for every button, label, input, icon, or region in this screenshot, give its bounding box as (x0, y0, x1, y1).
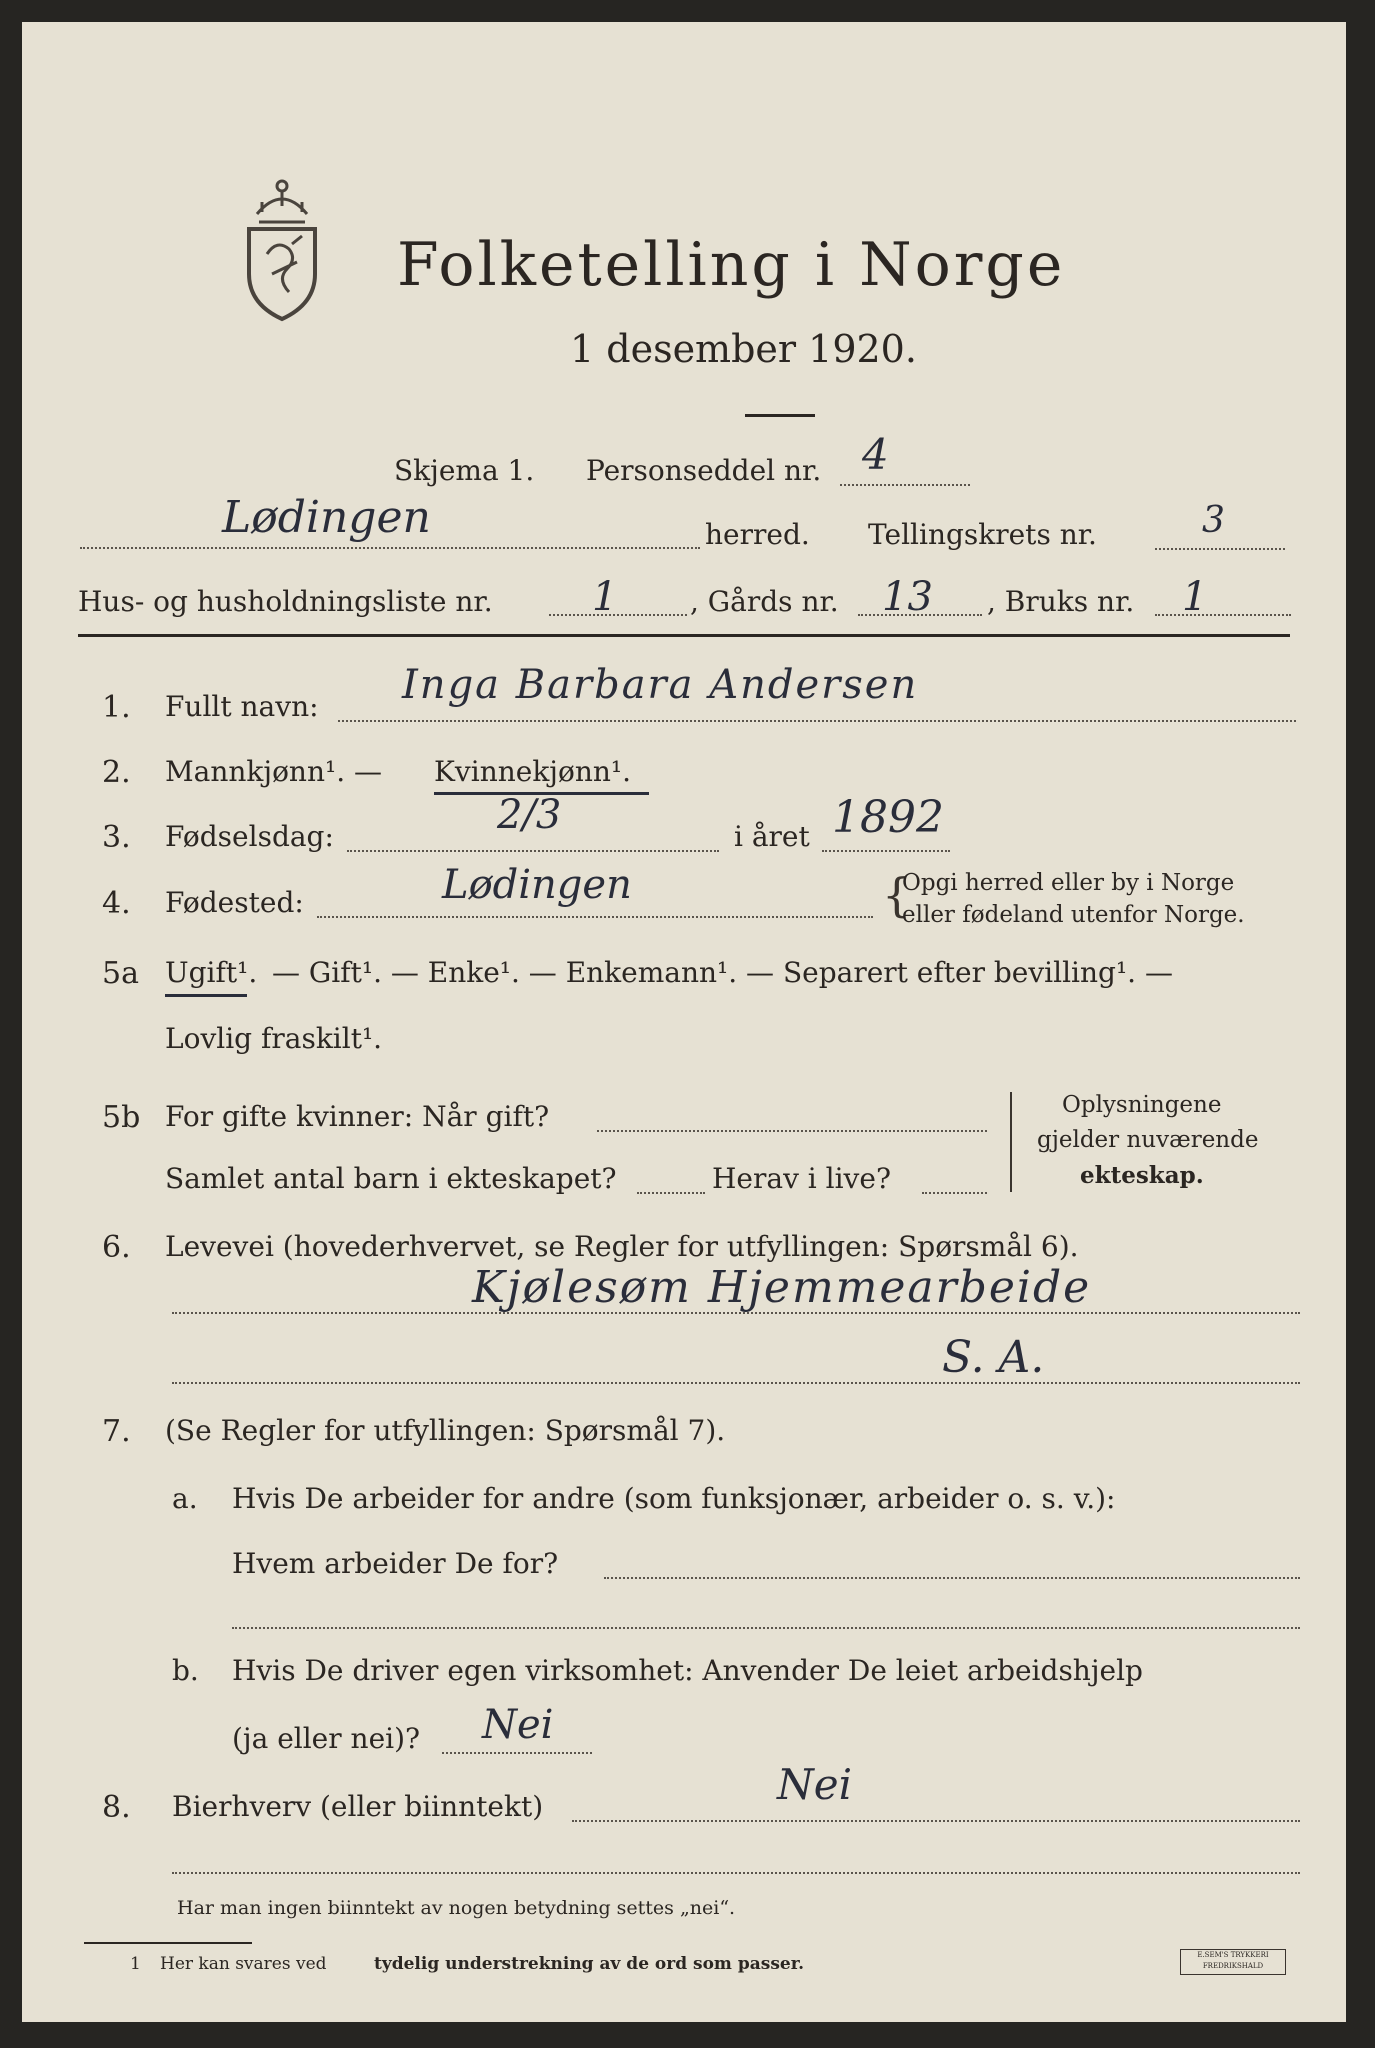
q6-label: Levevei (hovederhvervet, se Regler for utfyllingen: Spørsmål 6). (165, 1230, 1079, 1263)
q5a-fraskilt[interactable]: Lovlig fraskilt¹. (165, 1022, 383, 1055)
q8-line-1 (572, 1820, 1300, 1822)
q5b-label-3: Herav i live? (712, 1162, 891, 1195)
printer-city: FREDRIKSHALD (1202, 1962, 1264, 1970)
q5a-options[interactable]: — Gift¹. — Enke¹. — Enkemann¹. — Separert efter bevilling¹. — (272, 956, 1173, 989)
q2-mann[interactable]: Mannkjønn¹. — (165, 755, 383, 788)
q1-value[interactable]: Inga Barbara Andersen (402, 662, 919, 708)
q3-year-label: i året (734, 820, 810, 853)
tellingskrets-label: Tellingskrets nr. (868, 518, 1097, 551)
q7b-value[interactable]: Nei (482, 1702, 554, 1748)
q7b-label: Hvis De driver egen virksomhet: Anvender De leiet arbeidshjelp (232, 1654, 1143, 1687)
q6-line-2 (172, 1382, 1300, 1384)
q3-value[interactable]: 2/3 (497, 792, 562, 838)
hus-value[interactable]: 1 (592, 574, 618, 620)
q3-line (347, 850, 719, 852)
q5b-note-2: gjelder nuværende (1037, 1127, 1259, 1153)
q3-year-value[interactable]: 1892 (832, 792, 944, 843)
q7b-label-2: (ja eller nei)? (232, 1722, 421, 1755)
q1-line (338, 720, 1296, 722)
census-date: 1 desember 1920. (570, 327, 917, 371)
q8-label: Bierhverv (eller biinntekt) (172, 1790, 544, 1823)
q6-value-1[interactable]: Kjølesøm Hjemmearbeide (472, 1262, 1092, 1313)
q6-number: 6. (102, 1230, 131, 1265)
herred-label: herred. (705, 518, 810, 551)
footnote-mark: 1 (130, 1954, 141, 1974)
q5b-number: 5b (102, 1100, 141, 1135)
q1-number: 1. (102, 690, 131, 725)
printer-name: E.SEM'S TRYKKERI (1197, 1951, 1269, 1959)
q3-number: 3. (102, 820, 131, 855)
tellingskrets-value[interactable]: 3 (1202, 500, 1225, 541)
title-divider (745, 414, 815, 417)
q4-note-1: Opgi herred eller by i Norge (902, 870, 1235, 896)
q7-number: 7. (102, 1414, 131, 1449)
header-rule (78, 634, 1290, 637)
q3-year-line (822, 850, 950, 852)
q7-label: (Se Regler for utfyllingen: Spørsmål 7). (165, 1414, 726, 1447)
footnote-text-a: Her kan svares ved (160, 1954, 327, 1974)
gards-label: , Gårds nr. (690, 585, 839, 618)
q8-value[interactable]: Nei (777, 1760, 853, 1809)
q4-note-2: eller fødeland utenfor Norge. (902, 902, 1245, 928)
q2-number: 2. (102, 755, 131, 790)
q5b-bracket (1010, 1092, 1012, 1192)
q8-number: 8. (102, 1790, 131, 1825)
q5b-label-1: For gifte kvinner: Når gift? (165, 1100, 550, 1133)
q5b-barn-line (637, 1192, 705, 1194)
q7a-line-2 (232, 1627, 1300, 1629)
personseddel-label: Personseddel nr. (586, 454, 822, 487)
q7a-label-2: Hvem arbeider De for? (232, 1547, 559, 1580)
coat-of-arms-icon (227, 174, 337, 324)
q4-brace: { (882, 868, 912, 922)
printer-stamp (1180, 1949, 1286, 1975)
personseddel-value[interactable]: 4 (862, 430, 889, 479)
herred-line (80, 547, 700, 549)
q5b-live-line (922, 1192, 987, 1194)
skjema-label: Skjema 1. (394, 454, 535, 487)
q4-line (317, 916, 873, 918)
bruks-line (1155, 614, 1291, 616)
q8-line-2 (172, 1872, 1300, 1874)
q5a-ugift[interactable]: Ugift¹. (165, 956, 258, 989)
q5a-number: 5a (102, 956, 139, 991)
footnote-text-b: tydelig understrekning av de ord som passer. (374, 1954, 805, 1974)
q7a-label: Hvis De arbeider for andre (som funksjonær, arbeider o. s. v.): (232, 1482, 1116, 1515)
hus-line (549, 614, 687, 616)
footnote-rule (84, 1942, 252, 1944)
q7b-letter: b. (172, 1654, 199, 1687)
q1-label: Fullt navn: (165, 690, 319, 723)
q4-value[interactable]: Lødingen (442, 862, 632, 908)
bruks-value[interactable]: 1 (1182, 574, 1208, 620)
census-form-page (22, 22, 1346, 2022)
q3-label: Fødselsdag: (165, 820, 334, 853)
q4-number: 4. (102, 886, 131, 921)
form-title: Folketelling i Norge (397, 230, 1066, 300)
q5b-label-2: Samlet antal barn i ekteskapet? (165, 1162, 617, 1195)
hus-label: Hus- og husholdningsliste nr. (78, 585, 493, 618)
q7a-line-1 (604, 1577, 1300, 1579)
herred-value[interactable]: Lødingen (222, 492, 431, 543)
q7b-line (442, 1752, 592, 1754)
q2-kvinne[interactable]: Kvinnekjønn¹. (434, 755, 632, 788)
tellingskrets-line (1155, 548, 1285, 550)
q5b-note-1: Oplysningene (1062, 1092, 1222, 1118)
q5b-gift-line (597, 1130, 987, 1132)
bruks-label: , Bruks nr. (987, 585, 1135, 618)
q5b-note-3: ekteskap. (1080, 1162, 1204, 1189)
q5a-underline (165, 994, 247, 997)
gards-value[interactable]: 13 (882, 574, 933, 620)
q4-label: Fødested: (165, 886, 304, 919)
footer-note: Har man ingen biinntekt av nogen betydning settes „nei“. (177, 1897, 736, 1919)
q7a-letter: a. (172, 1482, 198, 1515)
q6-value-2[interactable]: S. A. (942, 1332, 1045, 1383)
personseddel-line (840, 484, 970, 486)
